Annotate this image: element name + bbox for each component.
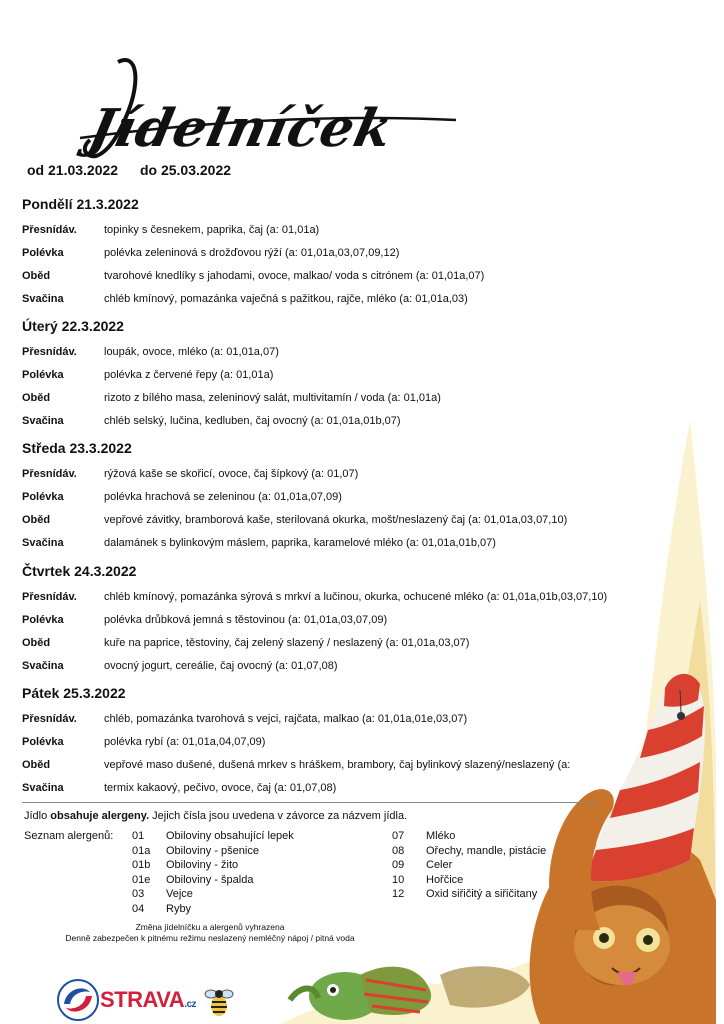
meal-row	[22, 409, 712, 432]
meal-text: topinky s česnekem, paprika, čaj (a: 01,01a)	[104, 223, 320, 236]
allergen-item	[392, 845, 546, 860]
strava-logo-text	[100, 987, 196, 1013]
allergen-item	[132, 830, 294, 845]
meal-label: Oběd	[22, 513, 51, 526]
meal-label: Svačina	[22, 659, 64, 672]
meal-row	[22, 631, 712, 654]
day-section	[22, 318, 712, 432]
strava-swirl-icon	[56, 978, 100, 1022]
allergen-name: Celer	[426, 859, 453, 871]
allergen-code: 01a	[132, 844, 151, 857]
meal-label: Přesnídáv.	[22, 345, 77, 358]
meal-label: Polévka	[22, 490, 64, 503]
date-from: od 21.03.2022	[27, 162, 119, 178]
meal-text: polévka zeleninová s drožďovou rýží (a: 01,01a,03,07,09,12)	[104, 246, 400, 259]
allergen-item	[132, 859, 294, 874]
day-section	[22, 563, 712, 677]
day-section	[22, 440, 712, 554]
day-title: Úterý 22.3.2022	[22, 318, 124, 334]
footer-note	[20, 922, 400, 944]
allergen-code: 07	[392, 830, 405, 842]
meal-text: polévka rybí (a: 01,01a,04,07,09)	[104, 735, 266, 748]
meal-label: Oběd	[22, 636, 51, 649]
meal-label: Svačina	[22, 414, 64, 427]
allergen-code: 04	[132, 902, 145, 915]
meal-label: Svačina	[22, 292, 64, 305]
meal-row	[22, 363, 712, 386]
meal-text: polévka drůbková jemná s těstovinou (a: 01,01a,03,07,09)	[104, 613, 388, 626]
meal-label: Oběd	[22, 269, 51, 282]
meal-label: Polévka	[22, 735, 64, 748]
meal-text: polévka z červené řepy (a: 01,01a)	[104, 368, 274, 381]
meal-label: Přesnídáv.	[22, 223, 77, 236]
allergen-name: Obiloviny - špalda	[166, 873, 254, 886]
meal-row	[22, 218, 712, 241]
meal-row	[22, 241, 712, 264]
allergen-code: 01e	[132, 873, 151, 886]
meal-row	[22, 340, 712, 363]
page-title: Jídelníček	[83, 98, 399, 159]
meal-row	[22, 654, 712, 677]
meal-row	[22, 707, 712, 730]
meal-row	[22, 264, 712, 287]
allergen-code: 12	[392, 888, 405, 900]
date-range	[27, 162, 249, 178]
allergen-item	[132, 845, 294, 860]
meal-row	[22, 531, 712, 554]
allergen-list-left	[132, 830, 294, 917]
strava-logo[interactable]	[56, 978, 236, 1022]
meal-text: loupák, ovoce, mléko (a: 01,01a,07)	[104, 345, 279, 358]
meal-label: Přesnídáv.	[22, 467, 77, 480]
allergen-item	[392, 874, 546, 889]
allergen-name: Oxid siřičitý a siřičitany	[426, 888, 538, 900]
allergen-item	[392, 859, 546, 874]
allergen-note-bold: obsahuje alergeny.	[50, 810, 150, 822]
meal-row	[22, 753, 712, 776]
day-title: Středa 23.3.2022	[22, 440, 132, 456]
meal-text: ovocný jogurt, cereálie, čaj ovocný (a: 01,07,08)	[104, 659, 338, 672]
meal-label: Svačina	[22, 536, 64, 549]
meal-text: rizoto z bílého masa, zeleninový salát, multivitamín / voda (a: 01,01a)	[104, 391, 441, 404]
allergen-code: 09	[392, 859, 405, 871]
meal-text: dalamánek s bylinkovým máslem, paprika, karamelové mléko (a: 01,01a,01b,07)	[104, 536, 496, 549]
meal-text: vepřové maso dušené, dušená mrkev s hráškem, brambory, čaj bylinkový slazený/neslazený (a:	[104, 758, 571, 771]
meal-text: vepřové závitky, bramborová kaše, sterilovaná okurka, mošt/neslazený čaj (a: 01,01a,03,07,10)	[104, 513, 568, 526]
date-to: do 25.03.2022	[139, 162, 232, 178]
allergen-item	[392, 888, 546, 903]
meal-row	[22, 386, 712, 409]
meal-row	[22, 462, 712, 485]
meal-row	[22, 608, 712, 631]
allergen-code: 10	[392, 873, 405, 886]
day-section	[22, 685, 712, 799]
meal-row	[22, 287, 712, 310]
allergen-item	[132, 874, 294, 889]
allergen-item	[132, 888, 294, 903]
allergen-note-suffix: Jejich čísla jsou uvedena v závorce za názvem jídla.	[149, 810, 408, 822]
footer-line-change: Změna jídelníčku a alergenů vyhrazena	[135, 922, 285, 932]
allergen-name: Obiloviny obsahující lepek	[166, 830, 294, 842]
meal-label: Svačina	[22, 781, 64, 794]
allergen-divider	[22, 802, 597, 803]
allergen-item	[132, 903, 294, 918]
meal-label: Oběd	[22, 758, 51, 771]
meal-text: tvarohové knedlíky s jahodami, ovoce, malkao/ voda s citrónem (a: 01,01a,07)	[104, 269, 485, 282]
allergen-name: Ryby	[166, 902, 192, 915]
title-block	[78, 52, 458, 164]
day-section	[22, 196, 712, 310]
day-title: Pondělí 21.3.2022	[22, 196, 139, 212]
allergen-name: Vejce	[166, 888, 193, 900]
meal-row	[22, 776, 712, 799]
allergen-note-prefix: Jídlo	[24, 810, 51, 822]
allergen-list-label: Seznam alergenů:	[24, 830, 114, 842]
footer-line-drinks: Denně zabezpečen k pitnému režimu neslazený nemléčný nápoj / pitná voda	[65, 933, 355, 943]
day-title: Čtvrtek 24.3.2022	[22, 563, 137, 579]
meal-label: Polévka	[22, 368, 64, 381]
meal-label: Přesnídáv.	[22, 712, 77, 725]
meal-row	[22, 585, 712, 608]
allergen-code: 08	[392, 844, 405, 857]
meal-row	[22, 730, 712, 753]
allergen-code: 01	[132, 830, 145, 842]
allergen-code: 01b	[132, 859, 151, 871]
meal-row	[22, 485, 712, 508]
meal-text: rýžová kaše se skořicí, ovoce, čaj šípkový (a: 01,07)	[104, 467, 359, 480]
meal-text: chléb selský, lučina, kedluben, čaj ovocný (a: 01,01a,01b,07)	[104, 414, 401, 427]
meal-label: Polévka	[22, 246, 64, 259]
meal-text: kuře na paprice, těstoviny, čaj zelený slazený / neslazený (a: 01,01a,03,07)	[104, 636, 470, 649]
allergen-note	[24, 810, 407, 822]
allergen-name: Hořčice	[426, 873, 464, 886]
allergen-name: Mléko	[426, 830, 456, 842]
meal-text: chléb, pomazánka tvarohová s vejci, rajčata, malkao (a: 01,01a,01e,03,07)	[104, 712, 468, 725]
meal-row	[22, 508, 712, 531]
meal-text: termix kakaový, pečivo, ovoce, čaj (a: 01,07,08)	[104, 781, 337, 794]
meal-text: polévka hrachová se zeleninou (a: 01,01a,07,09)	[104, 490, 342, 503]
meal-text: chléb kmínový, pomazánka sýrová s mrkví a lučinou, okurka, ochucené mléko (a: 01,01a,01b,03,07,10)	[104, 590, 608, 603]
allergen-code: 03	[132, 888, 145, 900]
strava-brand: STRAVA	[100, 987, 185, 1012]
meal-text: chléb kmínový, pomazánka vaječná s pažitkou, rajče, mléko (a: 01,01a,03)	[104, 292, 468, 305]
meal-label: Polévka	[22, 613, 64, 626]
meal-label: Oběd	[22, 391, 51, 404]
allergen-list-right	[392, 830, 546, 903]
allergen-name: Obiloviny - žito	[166, 859, 239, 871]
day-title: Pátek 25.3.2022	[22, 685, 126, 701]
allergen-name: Ořechy, mandle, pistácie	[426, 844, 547, 857]
strava-tld: .cz	[184, 999, 197, 1010]
allergen-item	[392, 830, 546, 845]
allergen-name: Obiloviny - pšenice	[166, 844, 259, 857]
meal-label: Přesnídáv.	[22, 590, 77, 603]
bee-icon	[202, 980, 236, 1020]
